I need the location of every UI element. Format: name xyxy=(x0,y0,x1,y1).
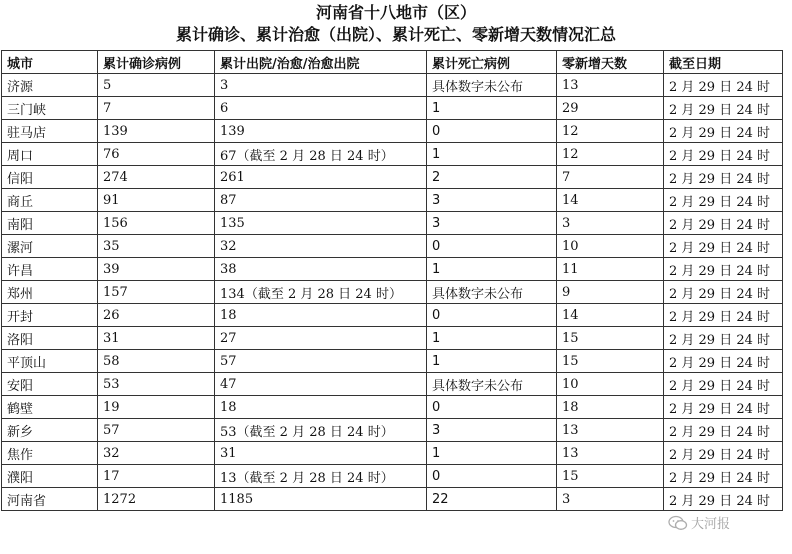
table-cell: 18 xyxy=(215,304,427,327)
table-cell: 15 xyxy=(557,350,664,373)
table-cell: 7 xyxy=(98,97,215,120)
table-cell: 14 xyxy=(557,304,664,327)
table-cell: 具体数字未公布 xyxy=(427,373,557,396)
column-header: 累计确诊病例 xyxy=(98,51,215,74)
table-row xyxy=(2,166,783,189)
header-row xyxy=(2,51,783,74)
table-cell: 18 xyxy=(557,396,664,419)
table-cell: 87 xyxy=(215,189,427,212)
table-cell: 2 月 29 日 24 时 xyxy=(664,396,783,419)
column-header: 城市 xyxy=(2,51,98,74)
table-cell: 1 xyxy=(427,442,557,465)
table-cell: 139 xyxy=(98,120,215,143)
table-cell: 53（截至 2 月 28 日 24 时） xyxy=(215,419,427,442)
table-cell: 139 xyxy=(215,120,427,143)
table-cell: 2 月 29 日 24 时 xyxy=(664,74,783,97)
table-cell: 3 xyxy=(427,212,557,235)
table-cell: 14 xyxy=(557,189,664,212)
watermark xyxy=(668,513,730,532)
table-cell: 1272 xyxy=(98,488,215,511)
column-header: 累计死亡病例 xyxy=(427,51,557,74)
table-cell: 3 xyxy=(427,419,557,442)
table-cell: 濮阳 xyxy=(2,465,98,488)
summary-table xyxy=(1,50,783,511)
table-cell: 13 xyxy=(557,419,664,442)
table-cell: 2 月 29 日 24 时 xyxy=(664,304,783,327)
table-cell: 2 月 29 日 24 时 xyxy=(664,281,783,304)
table-cell: 12 xyxy=(557,120,664,143)
table-cell: 洛阳 xyxy=(2,327,98,350)
table-cell: 11 xyxy=(557,258,664,281)
table-cell: 1 xyxy=(427,327,557,350)
table-body xyxy=(2,74,783,511)
table-cell: 新乡 xyxy=(2,419,98,442)
table-cell: 具体数字未公布 xyxy=(427,74,557,97)
table-cell: 18 xyxy=(215,396,427,419)
table-cell: 2 月 29 日 24 时 xyxy=(664,465,783,488)
table-cell: 134（截至 2 月 28 日 24 时） xyxy=(215,281,427,304)
column-header: 截至日期 xyxy=(664,51,783,74)
table-cell: 135 xyxy=(215,212,427,235)
table-cell: 平顶山 xyxy=(2,350,98,373)
table-cell: 3 xyxy=(427,189,557,212)
page-title: 河南省十八地市（区） xyxy=(315,3,476,22)
table-row xyxy=(2,373,783,396)
table-cell: 2 月 29 日 24 时 xyxy=(664,120,783,143)
table-cell: 10 xyxy=(557,373,664,396)
table-row xyxy=(2,350,783,373)
table-cell: 47 xyxy=(215,373,427,396)
page-subtitle: 累计确诊、累计治愈（出院）、累计死亡、零新增天数情况汇总 xyxy=(175,25,616,44)
table-cell: 信阳 xyxy=(2,166,98,189)
table-cell: 0 xyxy=(427,120,557,143)
table-cell: 商丘 xyxy=(2,189,98,212)
table-cell: 3 xyxy=(557,488,664,511)
table-cell: 具体数字未公布 xyxy=(427,281,557,304)
table-cell: 2 月 29 日 24 时 xyxy=(664,189,783,212)
table-cell: 0 xyxy=(427,396,557,419)
table-cell: 274 xyxy=(98,166,215,189)
table-cell: 2 月 29 日 24 时 xyxy=(664,327,783,350)
table-cell: 12 xyxy=(557,143,664,166)
table-cell: 开封 xyxy=(2,304,98,327)
table-cell: 32 xyxy=(215,235,427,258)
table-cell: 58 xyxy=(98,350,215,373)
table-cell: 157 xyxy=(98,281,215,304)
table-row xyxy=(2,488,783,511)
table-row xyxy=(2,74,783,97)
table-cell: 0 xyxy=(427,235,557,258)
table-cell: 2 xyxy=(427,166,557,189)
table-row xyxy=(2,235,783,258)
table-cell: 15 xyxy=(557,465,664,488)
table-cell: 7 xyxy=(557,166,664,189)
table-cell: 32 xyxy=(98,442,215,465)
table-cell: 0 xyxy=(427,304,557,327)
table-cell: 10 xyxy=(557,235,664,258)
table-cell: 29 xyxy=(557,97,664,120)
wechat-icon xyxy=(668,515,688,531)
table-cell: 2 月 29 日 24 时 xyxy=(664,373,783,396)
table-cell: 31 xyxy=(98,327,215,350)
table-cell: 南阳 xyxy=(2,212,98,235)
table-cell: 许昌 xyxy=(2,258,98,281)
table-cell: 0 xyxy=(427,465,557,488)
table-cell: 3 xyxy=(215,74,427,97)
table-cell: 13 xyxy=(557,74,664,97)
table-cell: 三门峡 xyxy=(2,97,98,120)
table-cell: 2 月 29 日 24 时 xyxy=(664,442,783,465)
table-row xyxy=(2,327,783,350)
table-row xyxy=(2,258,783,281)
table-cell: 5 xyxy=(98,74,215,97)
table-cell: 67（截至 2 月 28 日 24 时） xyxy=(215,143,427,166)
table-cell: 2 月 29 日 24 时 xyxy=(664,235,783,258)
table-cell: 9 xyxy=(557,281,664,304)
table-cell: 2 月 29 日 24 时 xyxy=(664,488,783,511)
table-cell: 2 月 29 日 24 时 xyxy=(664,419,783,442)
table-row xyxy=(2,143,783,166)
table-cell: 3 xyxy=(557,212,664,235)
table-cell: 焦作 xyxy=(2,442,98,465)
table-row xyxy=(2,419,783,442)
table-cell: 1185 xyxy=(215,488,427,511)
table-cell: 53 xyxy=(98,373,215,396)
table-row xyxy=(2,120,783,143)
column-header: 累计出院/治愈/治愈出院 xyxy=(215,51,427,74)
table-cell: 22 xyxy=(427,488,557,511)
table-row xyxy=(2,304,783,327)
table-row xyxy=(2,189,783,212)
table-cell: 1 xyxy=(427,350,557,373)
table-cell: 2 月 29 日 24 时 xyxy=(664,350,783,373)
table-row xyxy=(2,97,783,120)
table-cell: 2 月 29 日 24 时 xyxy=(664,97,783,120)
table-cell: 91 xyxy=(98,189,215,212)
table-cell: 39 xyxy=(98,258,215,281)
table-row xyxy=(2,442,783,465)
table-cell: 周口 xyxy=(2,143,98,166)
table-cell: 76 xyxy=(98,143,215,166)
table-cell: 6 xyxy=(215,97,427,120)
table-cell: 2 月 29 日 24 时 xyxy=(664,258,783,281)
table-row xyxy=(2,465,783,488)
watermark-text: 大河报 xyxy=(691,517,731,532)
table-cell: 1 xyxy=(427,258,557,281)
table-cell: 鹤壁 xyxy=(2,396,98,419)
table-cell: 济源 xyxy=(2,74,98,97)
table-row xyxy=(2,396,783,419)
table-cell: 2 月 29 日 24 时 xyxy=(664,166,783,189)
table-row xyxy=(2,212,783,235)
table-cell: 35 xyxy=(98,235,215,258)
table-cell: 261 xyxy=(215,166,427,189)
table-row xyxy=(2,281,783,304)
table-cell: 38 xyxy=(215,258,427,281)
table-cell: 河南省 xyxy=(2,488,98,511)
table-cell: 26 xyxy=(98,304,215,327)
column-header: 零新增天数 xyxy=(557,51,664,74)
table-cell: 17 xyxy=(98,465,215,488)
table-cell: 2 月 29 日 24 时 xyxy=(664,143,783,166)
table-cell: 漯河 xyxy=(2,235,98,258)
table-cell: 安阳 xyxy=(2,373,98,396)
table-cell: 1 xyxy=(427,97,557,120)
table-cell: 1 xyxy=(427,143,557,166)
table-cell: 27 xyxy=(215,327,427,350)
table-cell: 31 xyxy=(215,442,427,465)
table-cell: 15 xyxy=(557,327,664,350)
table-cell: 驻马店 xyxy=(2,120,98,143)
table-cell: 13 xyxy=(557,442,664,465)
table-cell: 19 xyxy=(98,396,215,419)
table-cell: 156 xyxy=(98,212,215,235)
table-cell: 57 xyxy=(98,419,215,442)
table-cell: 13（截至 2 月 28 日 24 时） xyxy=(215,465,427,488)
table-cell: 2 月 29 日 24 时 xyxy=(664,212,783,235)
table-cell: 郑州 xyxy=(2,281,98,304)
table-cell: 57 xyxy=(215,350,427,373)
